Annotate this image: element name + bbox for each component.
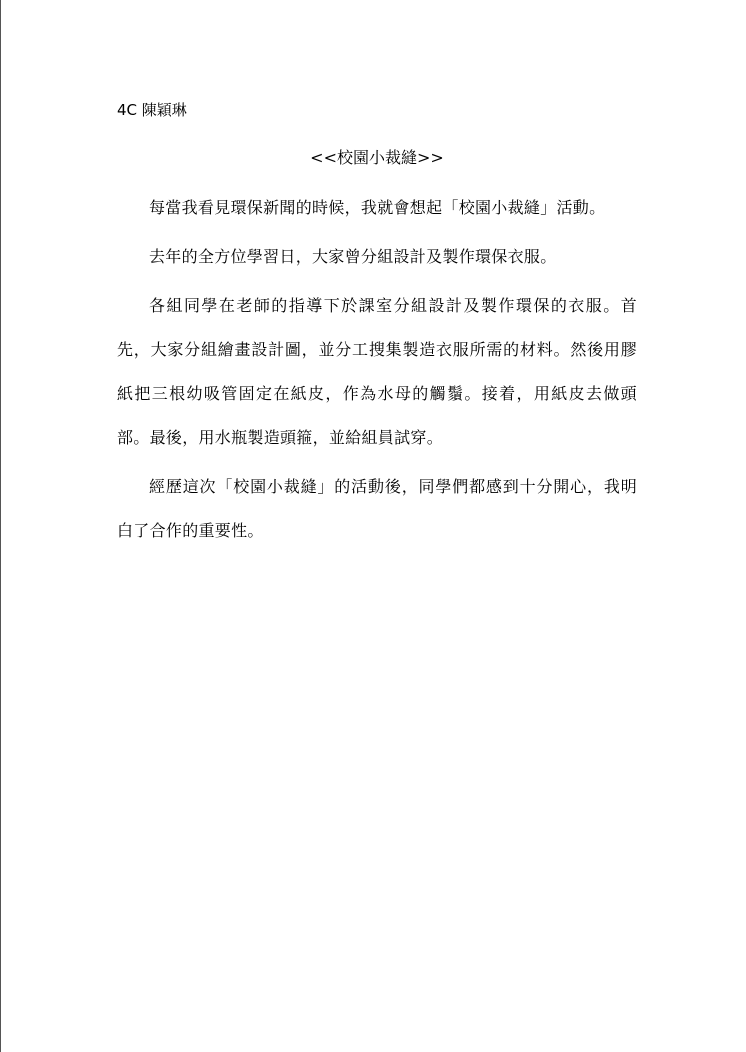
paragraph-3: 各組同學在老師的指導下於課室分組設計及製作環保的衣服。首先，大家分組繪畫設計圖，並分工搜集製造衣服所需的材料。然後用膠紙把三根幼吸管固定在紙皮，作為水母的觸鬚。接着，用紙皮去做頭部。最後，用水瓶製造頭箍，並給組員試穿。 bbox=[117, 296, 637, 447]
paragraph-1: 每當我看見環保新聞的時候，我就會想起「校園小裁縫」活動。 bbox=[149, 198, 606, 217]
document-content bbox=[117, 100, 637, 558]
essay-title: <<校園小裁縫>> bbox=[310, 148, 444, 167]
page-edge-line bbox=[0, 0, 1, 1052]
paragraph-2: 去年的全方位學習日，大家曾分組設計及製作環保衣服。 bbox=[149, 247, 557, 266]
paragraph-4: 經歷這次「校園小裁縫」的活動後，同學們都感到十分開心，我明白了合作的重要性。 bbox=[117, 477, 637, 540]
author-line: 4C 陳穎琳 bbox=[117, 101, 187, 119]
